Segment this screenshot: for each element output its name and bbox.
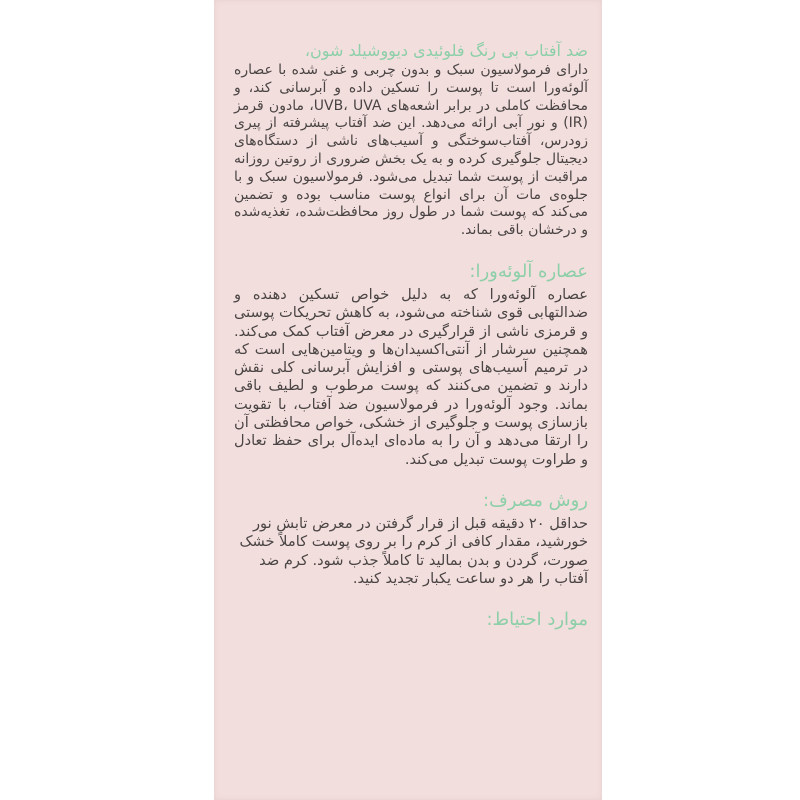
intro-section [234,40,588,240]
usage-heading: روش مصرف: [483,489,588,511]
product-leaflet [214,0,602,800]
aloe-vera-heading: عصاره آلوئه‌ورا: [469,260,588,282]
usage-paragraph: حداقل ۲۰ دقیقه قبل از قرار گرفتن در معرض تابش نور خورشید، مقدار کافی از کرم را بر روی پوست کاملاً خشک صورت، گردن و بدن بمالید تا کاملاً جذب شود. کرم ضد آفتاب را هر دو ساعت یکبار تجدید کنید. [239,514,588,587]
caution-heading: موارد احتیاط: [486,609,588,631]
aloe-vera-section [234,260,588,469]
intro-paragraph: دارای فرمولاسیون سبک و بدون چربی و غنی شده با عصاره آلوئه‌ورا است تا پوست را تسکین داده و آبرسانی کند، و محافظت کاملی در برابر اشعه‌های UVB، UVA، مادون قرمز (IR) و نور آبی ارائه می‌دهد. این ضد آفتاب پیشرفته از پیری زودرس، آفتاب‌سوختگی و آسیب‌های ناشی از دستگاه‌های دیجیتال جلوگیری کرده و به یک بخش ضروری از روتین روزانه مراقبت از پوست شما تبدیل می‌شود. فرمولاسیون سبک و با جلوه‌ی مات آن برای انواع پوست مناسب بوده و تضمین می‌کند که پوست شما در طول روز محافظت‌شده، تغذیه‌شده و درخشان باقی بماند. [234,62,588,239]
intro-heading: ضد آفتاب بی رنگ فلوئیدی دیووشیلد شون، [304,41,588,60]
caution-section [234,608,588,632]
aloe-vera-paragraph: عصاره آلوئه‌ورا که به دلیل خواص تسکین دهنده و ضدالتهابی قوی شناخته می‌شود، به کاهش تحریکات پوستی و قرمزی ناشی از قرارگیری در معرض آفتاب کمک می‌کند. همچنین سرشار از آنتی‌اکسیدان‌ها و ویتامین‌هایی است که در ترمیم آسیب‌های پوستی و افزایش آبرسانی کلی نقش دارند و تضمین می‌کنند که پوست مرطوب و لطیف باقی بماند. وجود آلوئه‌ورا در فرمولاسیون ضد آفتاب، با تقویت بازسازی پوست و جلوگیری از خشکی، خواص محافظتی آن را ارتقا می‌دهد و آن را به ماده‌ای ایده‌آل برای حفظ تعادل و طراوت پوست تبدیل می‌کند. [234,285,588,468]
usage-section [234,489,588,588]
leaflet-text [234,40,588,652]
